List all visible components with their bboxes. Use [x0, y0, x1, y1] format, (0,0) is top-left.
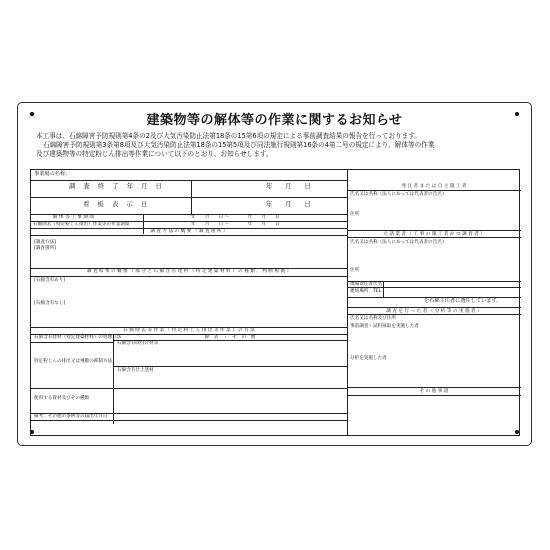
- contractor-address-label: 住所: [350, 268, 360, 273]
- finish-coating-label: 石綿含有仕上塗材: [117, 368, 154, 373]
- site-manager-label: 現場責任者氏名: [350, 282, 383, 287]
- survey-location: [調査箇所]: [34, 246, 56, 251]
- contractor-header: 元 請 業 者 （ 工 事 の 施 工 者 か つ 調 査 者 ）: [383, 232, 485, 237]
- survey-end-date: 年 月 日: [266, 182, 311, 190]
- intro-line: 石綿障害予防規則第3条第8項及び大気汚染防止法第18条の15第5項及び同法施行規則第16条の4第二号の規定により、解体等の作業: [43, 141, 435, 149]
- removal-sub-header: 除 去 ・ そ の 他: [204, 335, 256, 340]
- processing-method-label: 石綿含有建材（特定建築材料）の処理方法: [34, 335, 122, 340]
- method-header: 石 綿 除 去 等 作 業 （ 特 定 粉 じ ん 排 出 等 作 業 ） の 方 法: [123, 328, 255, 333]
- notes-label: 備考：その他の条例等の届出年月日: [34, 414, 108, 419]
- sign-date-label: 看 板 表 示 日: [83, 200, 151, 208]
- removal-period-value: 年 月 日 ～ 年 月 日: [191, 222, 280, 227]
- dust-control-label: 特定粉じんの排出又は飛散の抑制方法: [34, 359, 113, 364]
- sprayed-material-label: 石綿含有吹付け材等: [117, 341, 159, 346]
- other-header: そ の 他 事 項: [419, 389, 449, 394]
- contractor-name-label: 氏名又は名称（法人にあっては代表者の氏名）: [350, 240, 447, 245]
- survey-scope: [調査方法]: [34, 240, 56, 245]
- survey-method-header: 調 査 方 法 の 概 要 （ 調 査 箇 所 ）: [150, 229, 228, 234]
- removal-period-label: 石綿除去（特定粉じん排出）作業等の作業期間: [33, 222, 130, 227]
- sign-date-value: 年 月 日: [266, 200, 311, 208]
- client-header: 発 注 者 ま た は 自 主 施 工 者: [401, 184, 467, 189]
- result-header: 調 査 結 果 の 概 要 （ 部 分 と 石 綿 含 有 建 材 （ 特 定 建 築 材 料 ） の 種 類 、 判 断 根 拠 ）: [86, 269, 292, 274]
- work-period-label: 解 体 等 工 事 期 間: [53, 215, 94, 220]
- notice-board: [17, 102, 532, 446]
- asbestos-yes: [石綿含有あり]: [34, 278, 66, 283]
- surveyor-name-label: 氏名又は名称及び住所: [350, 316, 396, 321]
- asbestos-chief-note: を石綿主任者に選任しています。: [424, 298, 502, 304]
- contact-label: 連絡場所 TEL: [350, 289, 382, 294]
- materials-used-label: 使用する資材及びその種類: [34, 396, 90, 401]
- client-address-label: 住所: [350, 212, 360, 217]
- prelim-survey-label: 事前調査・試料採取を実施した者: [350, 324, 419, 329]
- surveyor-header: 調 査 を 行 っ た 者 （ 分 析 等 の 実 施 者 ）: [386, 309, 482, 314]
- intro-line: 本工事は、石綿障害予防規則第4条の2及び大気汚染防止法第18条の15第6項の規定による事前調査結果の報告を行っております。: [36, 132, 421, 140]
- asbestos-no: [石綿含有なし]: [34, 301, 66, 306]
- site-name-label: 事業場の名称：: [34, 171, 71, 177]
- notice-title: 建築物等の解体等の作業に関するお知らせ: [146, 113, 403, 128]
- analysis-label: 分析を実施した者: [350, 356, 387, 361]
- notice-intro: [36, 132, 515, 159]
- info-table: [30, 169, 520, 436]
- survey-end-label: 調 査 終 了 年 月 日: [69, 182, 165, 190]
- intro-line: 及び建築物等の特定粉じん排出等作業について以下のとおり、お知らせします。: [36, 150, 273, 158]
- client-name-label: 氏名又は名称（法人にあっては代表者の氏名）: [350, 192, 447, 197]
- work-period-value: 年 月 日 ～ 年 月 日: [191, 215, 280, 220]
